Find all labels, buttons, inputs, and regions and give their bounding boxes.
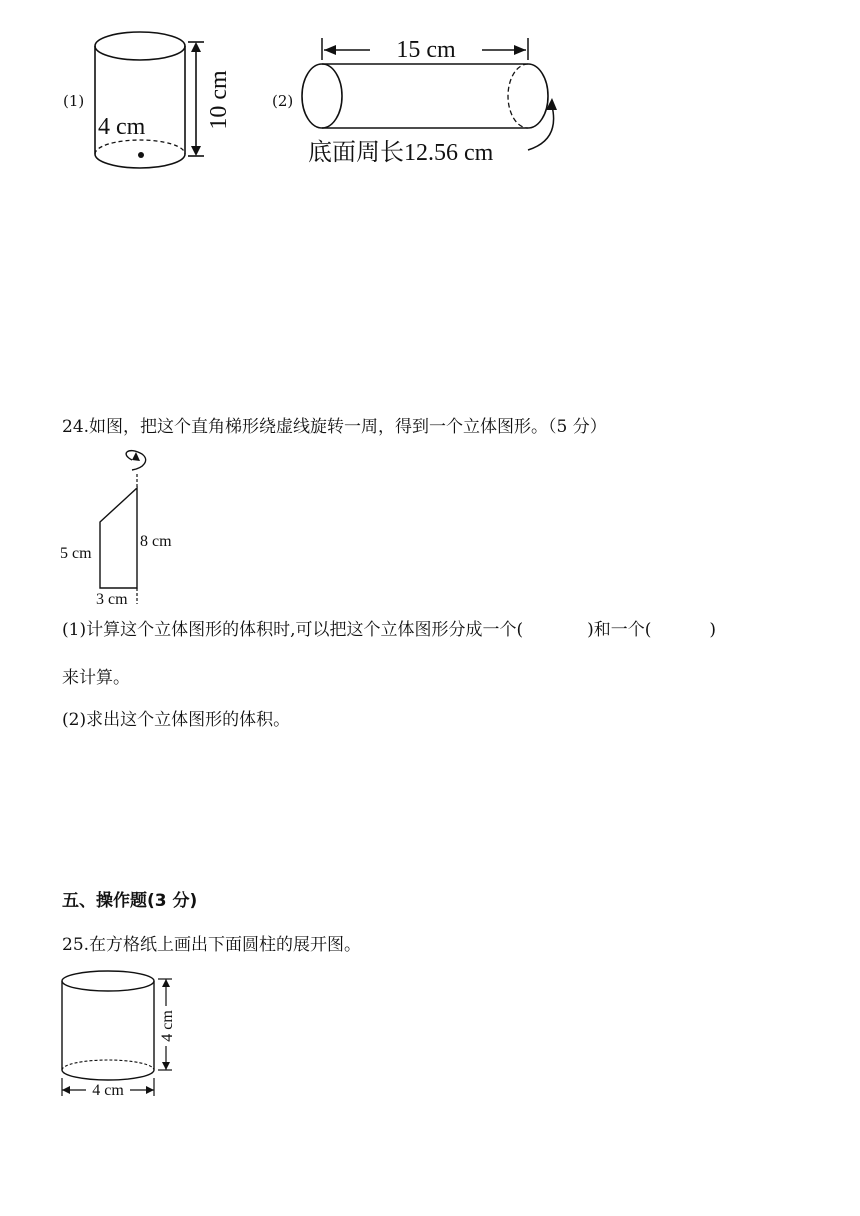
right-back-arc [508,64,528,128]
cylinder-figure-2 [298,30,568,170]
trapezoid-shape [100,488,137,588]
bottom-front-arc-3 [62,1070,154,1080]
center-dot [138,152,144,158]
q24-part1-line [62,622,716,639]
bottom-back-arc-3 [62,1060,154,1070]
q25-diameter-label: 4 cm [92,1082,124,1099]
fig1-height-label: 10 cm [206,70,232,130]
trapezoid-bottom-label: 3 cm [96,591,128,608]
cylinder-figure-1 [88,22,248,180]
q25-title: 25.在方格纸上画出下面圆柱的展开图。 [62,935,362,955]
bottom-back-arc [95,140,185,154]
q25-height-label: 4 cm [159,1010,176,1042]
right-front-arc [528,64,548,128]
cylinder-figure-3 [58,966,188,1108]
trapezoid-figure [58,448,188,608]
fig1-diameter-label: 4 cm [98,114,146,140]
section5-title: 五、操作题(3 分) [62,891,198,911]
fig2-length-label: 15 cm [396,37,456,63]
q24-part1-b: )和一个( [587,620,652,640]
fig1-label: (1) [63,92,85,110]
trapezoid-right-label: 8 cm [140,533,172,550]
q24-part1-c: ) [709,620,717,640]
q24-title: 24.如图，把这个直角梯形绕虚线旋转一周，得到一个立体图形。（5 分） [62,417,607,437]
left-ellipse [302,64,342,128]
trapezoid-left-label: 5 cm [60,545,92,562]
q24-part1-cont: 来计算。 [62,668,130,688]
q24-part2: (2)求出这个立体图形的体积。 [62,710,291,730]
q24-part1-a: (1)计算这个立体图形的体积时,可以把这个立体图形分成一个( [62,620,524,640]
top-ellipse-3 [62,971,154,991]
top-ellipse [95,32,185,60]
fig2-label: (2) [272,92,294,110]
fig2-circumference-label: 底面周长12.56 cm [308,140,494,166]
